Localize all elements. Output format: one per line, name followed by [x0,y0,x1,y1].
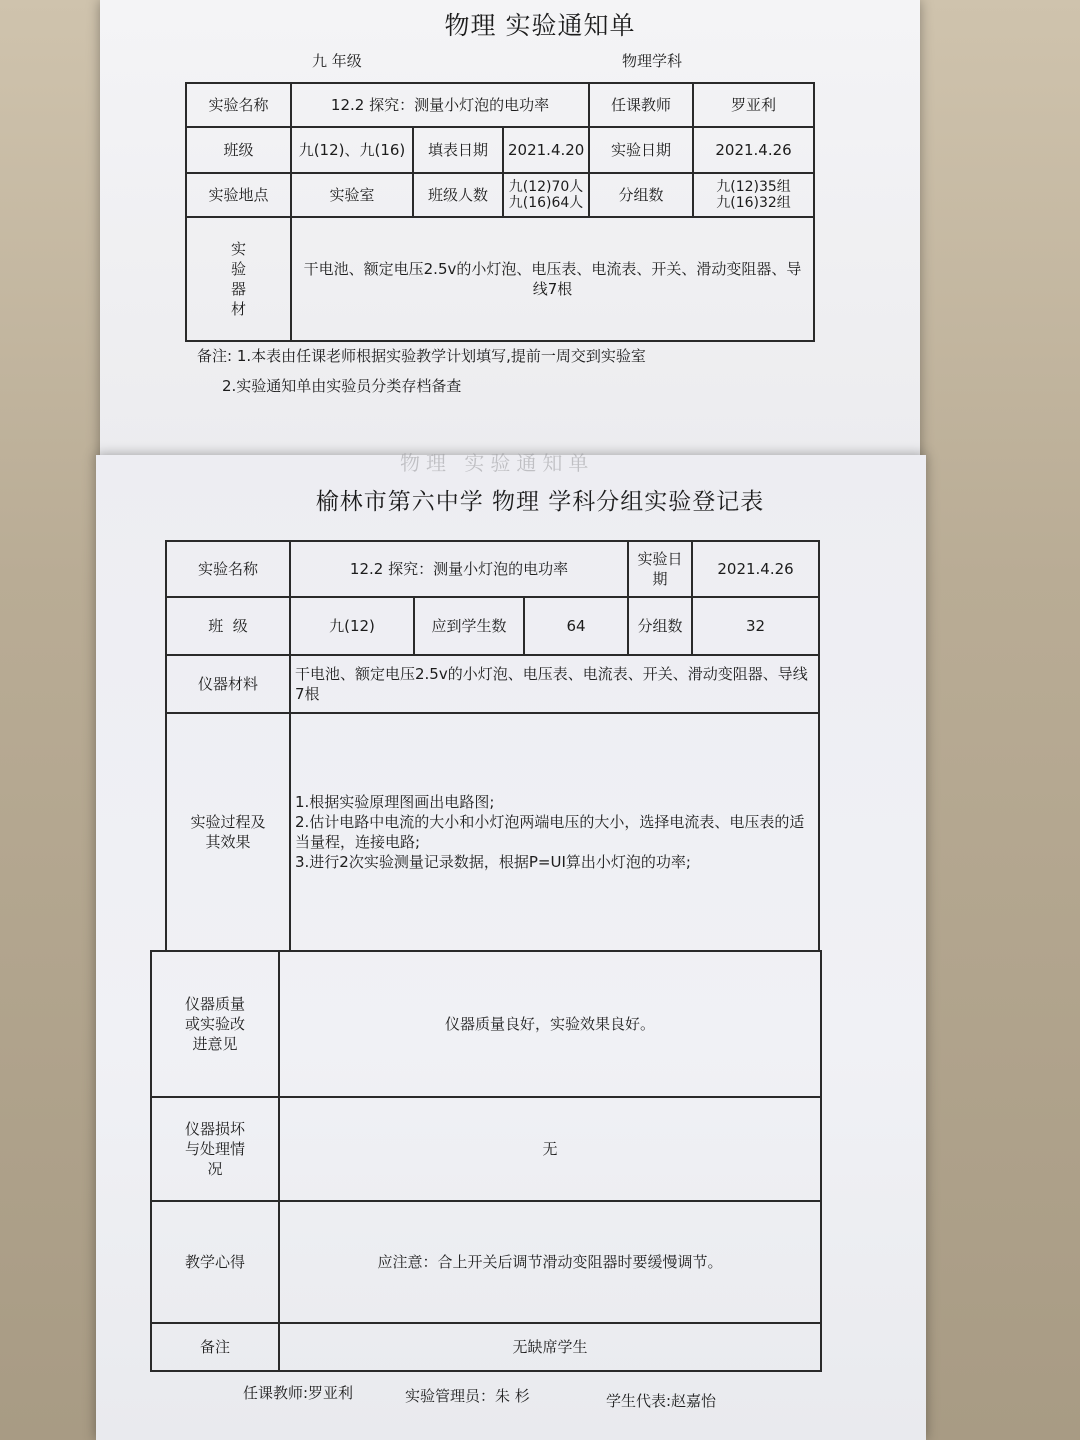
reg-value-name: 12.2 探究：测量小灯泡的电功率 [290,541,628,597]
reg-value-groups: 32 [692,597,819,655]
value-fill-date: 2021.4.20 [503,127,589,173]
label-location: 实验地点 [186,173,291,217]
reg-value-remarks: 无缺席学生 [279,1323,821,1371]
reg-value-class: 九(12) [290,597,414,655]
value-location: 实验室 [291,173,413,217]
reg-label-damage: 仪器损坏与处理情况 [151,1097,279,1201]
signature-student: 学生代表:赵嘉怡 [606,1392,717,1410]
reg-value-materials: 干电池、额定电压2.5v的小灯泡、电压表、电流表、开关、滑动变阻器、导线7根 [290,655,819,713]
notice-title: 物理 实验通知单 [444,11,636,40]
reg-value-process [290,713,819,951]
reg-label-students: 应到学生数 [414,597,524,655]
signature-teacher: 任课教师:罗亚利 [243,1384,354,1402]
reg-label-process: 实验过程及其效果 [166,713,290,951]
reg-label-remarks: 备注 [151,1323,279,1371]
reg-value-students: 64 [524,597,628,655]
reg-label-materials: 仪器材料 [166,655,290,713]
notice-subject: 物理学科 [622,52,683,70]
reg-value-reflection: 应注意：合上开关后调节滑动变阻器时要缓慢调节。 [279,1201,821,1323]
value-groups [693,173,814,217]
reg-value-date: 2021.4.26 [692,541,819,597]
reg-label-class: 班 级 [166,597,290,655]
value-equipment: 干电池、额定电压2.5v的小灯泡、电压表、电流表、开关、滑动变阻器、导线7根 [291,217,814,341]
notice-grade: 九 年级 [312,52,362,70]
value-class: 九(12)、九(16) [291,127,413,173]
reg-label-quality: 仪器质量或实验改进意见 [151,951,279,1097]
reg-label-name: 实验名称 [166,541,290,597]
register-title: 榆林市第六中学 物理 学科分组实验登记表 [315,489,765,515]
process-step-2: 2.估计电路中电流的大小和小灯泡两端电压的大小，选择电流表、电压表的适当量程，连接电路; [295,812,805,851]
label-exp-date: 实验日期 [589,127,693,173]
reg-value-damage: 无 [279,1097,821,1201]
groups-16: 九(16)32组 [716,195,791,211]
register-table-bottom [150,950,822,1372]
label-equipment: 实 验 器 材 [186,217,291,341]
bleed-through-text: 物理 实验通知单 [400,451,595,475]
register-table-top [165,540,820,952]
value-count [503,173,589,217]
value-exp-name: 12.2 探究：测量小灯泡的电功率 [291,83,589,127]
value-exp-date: 2021.4.26 [693,127,814,173]
label-groups: 分组数 [589,173,693,217]
label-count: 班级人数 [413,173,503,217]
signature-manager: 实验管理员：朱 杉 [405,1387,530,1405]
label-class: 班级 [186,127,291,173]
notice-remark-1: 备注: 1.本表由任课老师根据实验教学计划填写,提前一周交到实验室 [197,347,646,365]
reg-label-groups: 分组数 [628,597,692,655]
notice-table [185,82,815,342]
value-teacher: 罗亚利 [693,83,814,127]
groups-12: 九(12)35组 [716,178,791,195]
process-step-3: 3.进行2次实验测量记录数据，根据P=UI算出小灯泡的功率; [295,853,691,872]
label-teacher: 任课教师 [589,83,693,127]
count-16: 九(16)64人 [508,195,584,211]
reg-value-quality: 仪器质量良好，实验效果良好。 [279,951,821,1097]
label-exp-name: 实验名称 [186,83,291,127]
process-step-1: 1.根据实验原理图画出电路图; [295,792,495,811]
notice-remark-2: 2.实验通知单由实验员分类存档备查 [222,377,462,395]
reg-label-reflection: 教学心得 [151,1201,279,1323]
reg-label-date: 实验日期 [628,541,692,597]
count-12: 九(12)70人 [508,178,584,195]
label-fill-date: 填表日期 [413,127,503,173]
